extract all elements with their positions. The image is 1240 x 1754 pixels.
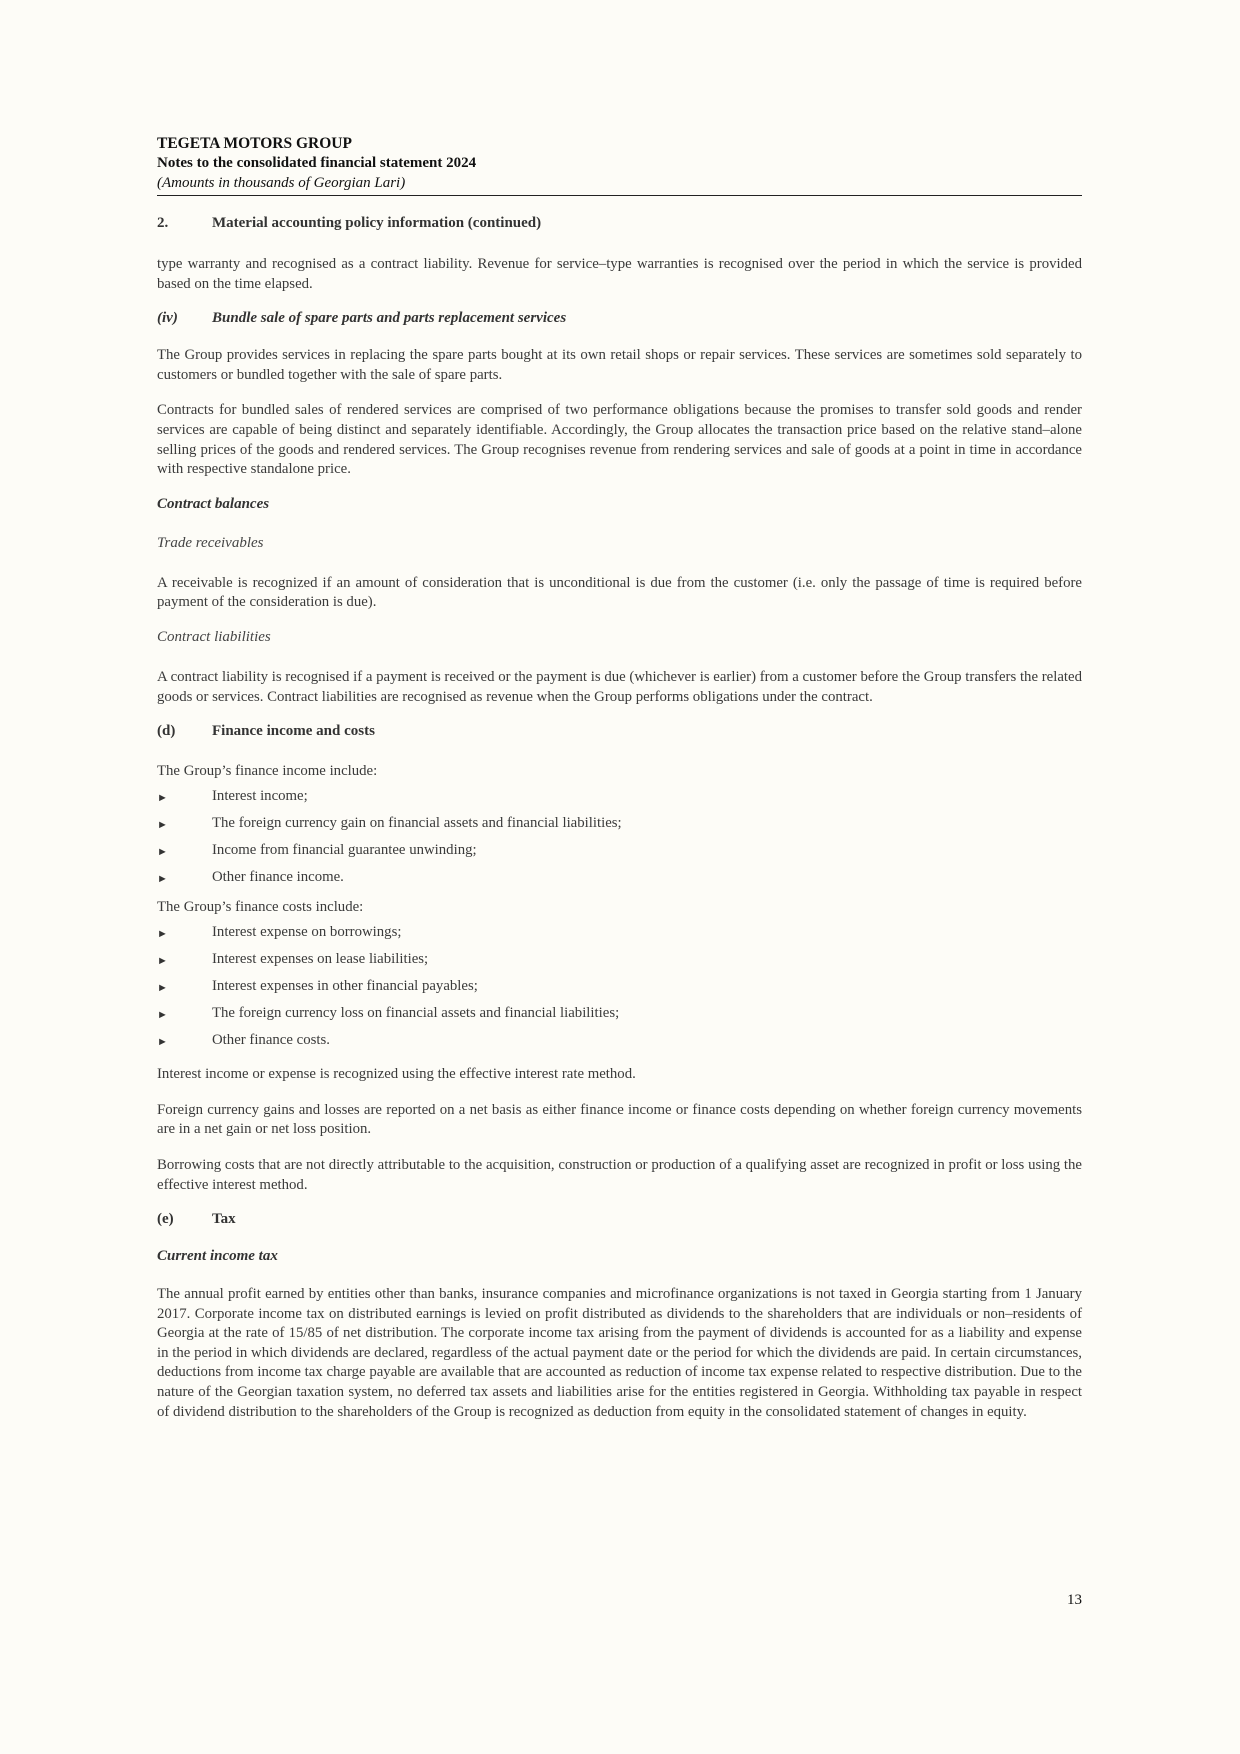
list-item: ► Other finance income. xyxy=(157,867,1082,894)
subsection-d-heading xyxy=(157,723,1082,743)
trade-receivables-heading: Trade receivables xyxy=(157,534,264,551)
finance-income-intro: The Group’s finance income include: xyxy=(157,763,378,780)
contract-balances-heading: Contract balances xyxy=(157,495,270,512)
bullet-icon: ► xyxy=(157,928,168,941)
subsection-iv-title: Bundle sale of spare parts and parts replacement services xyxy=(212,310,567,327)
paragraph-tax: The annual profit earned by entities other than banks, insurance companies and microfinance organizations is not taxed in Georgia starting from 1 January 2017. Corporate income tax on distributed earnings is levied on profit distributed as dividends to the shareholders that are individuals or non–residents of Georgia at the rate of 15/85 of net distribution. The corporate income tax arising from the payment of dividends is accounted for as a liability and expense in the period in which dividends are declared, regardless of the actual payment date or the period for which the dividends are paid. In certain circumstances, deductions from income tax charge payable are available that are accounted as reduction of income tax expense related to respective distribution. Due to the nature of the Georgian taxation system, no deferred tax assets and liabilities arise for the entities registered in Georgia. Withholding tax payable in respect of dividend distribution to the shareholders of the Group is recognized as deduction from equity in the consolidated statement of changes in equity. xyxy=(157,1286,1082,1420)
paragraph-warranty: type warranty and recognised as a contract liability. Revenue for service–type warranties is recognised over the period in which the service is provided based on the time elapsed. xyxy=(157,256,1082,292)
paragraph-bundle-2: Contracts for bundled sales of rendered services are comprised of two performance obligations because the promises to transfer sold goods and render services are capable of being distinct and separately identifiable. Accordingly, the Group allocates the transaction price based on the relative stand–alone selling prices of the goods and rendered services. The Group recognises revenue from rendering services and sale of goods at a point in time in accordance with respective standalone price. xyxy=(157,402,1082,478)
paragraph-interest: Interest income or expense is recognized using the effective interest rate method. xyxy=(157,1066,636,1083)
list-item: ► Interest expenses in other financial payables; xyxy=(157,976,1082,1003)
bullet-icon: ► xyxy=(157,1009,168,1022)
list-item: ► The foreign currency gain on financial assets and financial liabilities; xyxy=(157,813,1082,840)
list-item: ► The foreign currency loss on financial assets and financial liabilities; xyxy=(157,1003,1082,1030)
subsection-iv-heading xyxy=(157,310,1082,330)
bullet-icon: ► xyxy=(157,1036,168,1049)
bullet-icon: ► xyxy=(157,792,168,805)
bullet-icon: ► xyxy=(157,846,168,859)
page-number: 13 xyxy=(1067,1592,1082,1608)
subsection-iv-number: (iv) xyxy=(157,310,178,327)
section-number: 2. xyxy=(157,215,169,231)
document-page xyxy=(157,0,1082,1754)
paragraph-bundle-1: The Group provides services in replacing the spare parts bought at its own retail shops or repair services. These services are sometimes sold separately to customers or bundled together with the sale of spare parts. xyxy=(157,347,1082,383)
document-title: Notes to the consolidated financial statement 2024 xyxy=(157,155,477,171)
finance-income-list xyxy=(157,786,1082,894)
subsection-d-title: Finance income and costs xyxy=(212,723,375,740)
subsection-e-title: Tax xyxy=(212,1211,236,1228)
list-item: ► Other finance costs. xyxy=(157,1030,1082,1057)
finance-costs-intro: The Group’s finance costs include: xyxy=(157,899,364,916)
list-item: ► Interest income; xyxy=(157,786,1082,813)
section-title: Material accounting policy information (continued) xyxy=(212,215,542,231)
paragraph-liability: A contract liability is recognised if a payment is received or the payment is due (whichever is earlier) from a customer before the Group transfers the related goods or services. Contract liabilities are recognised as revenue when the Group performs obligations under the contract. xyxy=(157,668,1082,705)
finance-costs-list xyxy=(157,922,1082,1057)
subsection-e-heading xyxy=(157,1211,1082,1231)
subsection-d-number: (d) xyxy=(157,723,176,740)
header-rule xyxy=(157,195,1082,196)
company-name: TEGETA MOTORS GROUP xyxy=(157,135,352,152)
list-item: ► Interest expense on borrowings; xyxy=(157,922,1082,949)
contract-liabilities-heading: Contract liabilities xyxy=(157,628,271,645)
amounts-note: (Amounts in thousands of Georgian Lari) xyxy=(157,175,406,191)
section-heading xyxy=(157,215,1082,235)
main-content xyxy=(157,215,1082,1422)
list-item: ► Income from financial guarantee unwinding; xyxy=(157,840,1082,867)
current-income-tax-heading: Current income tax xyxy=(157,1248,278,1265)
bullet-icon: ► xyxy=(157,982,168,995)
paragraph-receivable: A receivable is recognized if an amount of consideration that is unconditional is due from the customer (i.e. only the passage of time is required before payment of the consideration is due). xyxy=(157,574,1082,611)
bullet-icon: ► xyxy=(157,873,168,886)
bullet-icon: ► xyxy=(157,955,168,968)
paragraph-borrowing: Borrowing costs that are not directly attributable to the acquisition, construction or production of a qualifying asset are recognized in profit or loss using the effective interest method. xyxy=(157,1156,1082,1193)
bullet-icon: ► xyxy=(157,819,168,832)
paragraph-fx: Foreign currency gains and losses are reported on a net basis as either finance income or finance costs depending on whether foreign currency movements are in a net gain or net loss position. xyxy=(157,1101,1082,1138)
list-item: ► Interest expenses on lease liabilities; xyxy=(157,949,1082,976)
subsection-e-number: (e) xyxy=(157,1211,174,1228)
